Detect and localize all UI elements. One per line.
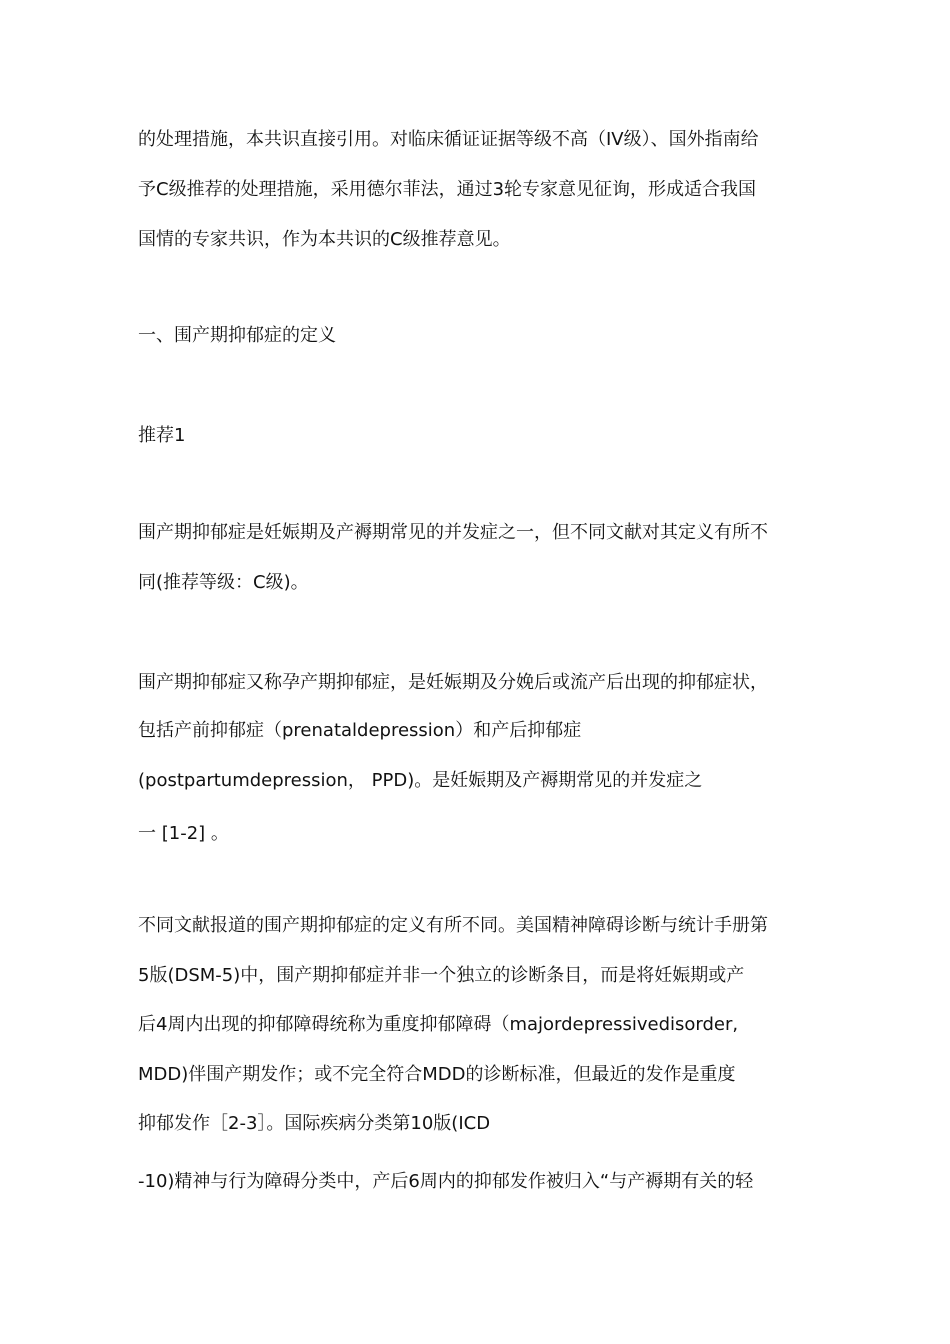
paragraph-3-line-1: 不同文献报道的围产期抑郁症的定义有所不同。美国精神障碍诊断与统计手册第 xyxy=(138,915,768,936)
paragraph-2-line-4: 一 [1-2] 。 xyxy=(138,823,229,844)
recommendation-1-label: 推荐1 xyxy=(138,425,186,446)
paragraph-2-line-2: 包括产前抑郁症（prenataldepression）和产后抑郁症 xyxy=(138,720,582,741)
paragraph-1-line-1: 围产期抑郁症是妊娠期及产褥期常见的并发症之一，但不同文献对其定义有所不 xyxy=(138,522,768,543)
paragraph-2-line-1: 围产期抑郁症又称孕产期抑郁症，是妊娠期及分娩后或流产后出现的抑郁症状， xyxy=(138,672,768,693)
section-heading-1: 一、围产期抑郁症的定义 xyxy=(138,325,336,346)
paragraph-3-line-3: 后4周内出现的抑郁障碍统称为重度抑郁障碍（majordepressivedisorder, xyxy=(138,1014,739,1035)
paragraph-2-line-3: (postpartumdepression， PPD)。是妊娠期及产褥期常见的并发症之 xyxy=(138,770,703,791)
paragraph-3-line-5: 抑郁发作［2-3］。国际疾病分类第10版(ICD xyxy=(138,1113,491,1134)
paragraph-0-line-3: 国情的专家共识，作为本共识的C级推荐意见。 xyxy=(138,229,511,250)
paragraph-3-line-4: MDD)伴围产期发作；或不完全符合MDD的诊断标准，但最近的发作是重度 xyxy=(138,1064,736,1085)
paragraph-3-line-6: -10)精神与行为障碍分类中，产后6周内的抑郁发作被归入“与产褥期有关的轻 xyxy=(138,1171,754,1192)
paragraph-0-line-1: 的处理措施，本共识直接引用。对临床循证证据等级不高（IV级）、国外指南给 xyxy=(138,129,759,150)
paragraph-1-line-2: 同(推荐等级：C级)。 xyxy=(138,572,309,593)
paragraph-0-line-2: 予C级推荐的处理措施，采用德尔菲法，通过3轮专家意见征询，形成适合我国 xyxy=(138,179,757,200)
paragraph-3-line-2: 5版(DSM-5)中，围产期抑郁症并非一个独立的诊断条目，而是将妊娠期或产 xyxy=(138,965,745,986)
